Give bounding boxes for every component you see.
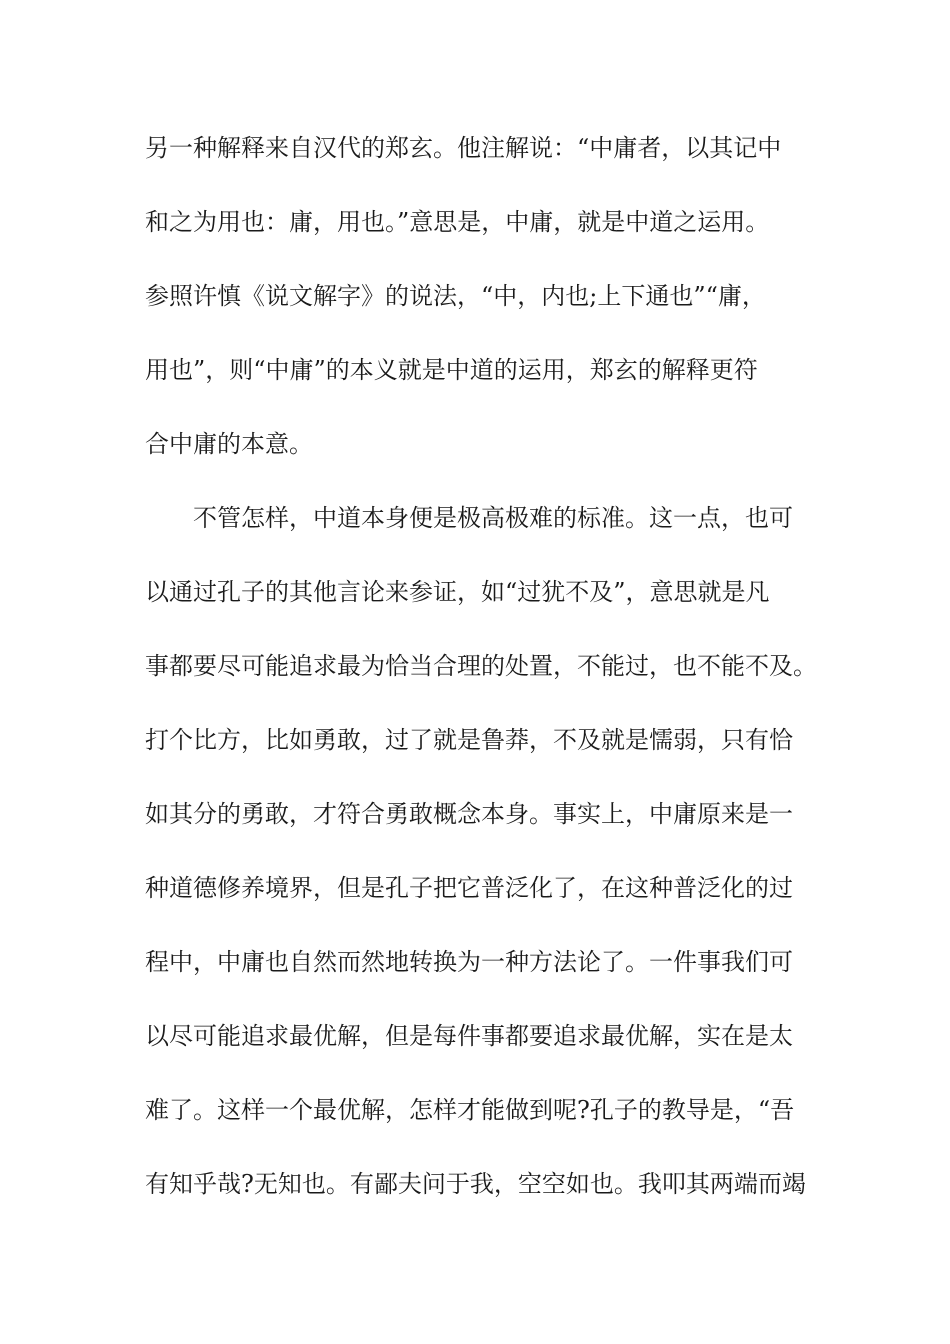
paragraph-2-line-6: 种道德修养境界，但是孔子把它普泛化了，在这种普泛化的过 — [145, 874, 793, 902]
paragraph-1-line-4: 用也”，则“中庸”的本义就是中道的运用，郑玄的解释更符 — [145, 356, 758, 384]
paragraph-2-line-10: 有知乎哉?无知也。有鄙夫问于我，空空如也。我叩其两端而竭 — [145, 1170, 806, 1198]
paragraph-2-line-2: 以通过孔子的其他言论来参证，如“过犹不及”，意思就是凡 — [145, 578, 770, 606]
paragraph-1-line-2: 和之为用也：庸，用也。”意思是，中庸，就是中道之运用。 — [145, 208, 770, 236]
paragraph-1-line-3: 参照许慎《说文解字》的说法，“中，内也;上下通也”“庸， — [145, 282, 766, 310]
paragraph-2-line-9: 难了。这样一个最优解，怎样才能做到呢?孔子的教导是，“吾 — [145, 1096, 795, 1124]
paragraph-2-line-4: 打个比方，比如勇敢，过了就是鲁莽，不及就是懦弱，只有恰 — [145, 726, 793, 754]
paragraph-1-line-1: 另一种解释来自汉代的郑玄。他注解说：“中庸者，以其记中 — [145, 134, 782, 162]
paragraph-2-line-8: 以尽可能追求最优解，但是每件事都要追求最优解，实在是太 — [145, 1022, 793, 1050]
paragraph-2-line-3: 事都要尽可能追求最为恰当合理的处置，不能过，也不能不及。 — [145, 652, 817, 680]
paragraph-2-line-7: 程中，中庸也自然而然地转换为一种方法论了。一件事我们可 — [145, 948, 793, 976]
paragraph-2-line-1: 不管怎样，中道本身便是极高极难的标准。这一点，也可 — [193, 504, 793, 532]
paragraph-2-line-5: 如其分的勇敢，才符合勇敢概念本身。事实上，中庸原来是一 — [145, 800, 793, 828]
paragraph-1-line-5: 合中庸的本意。 — [145, 430, 313, 458]
